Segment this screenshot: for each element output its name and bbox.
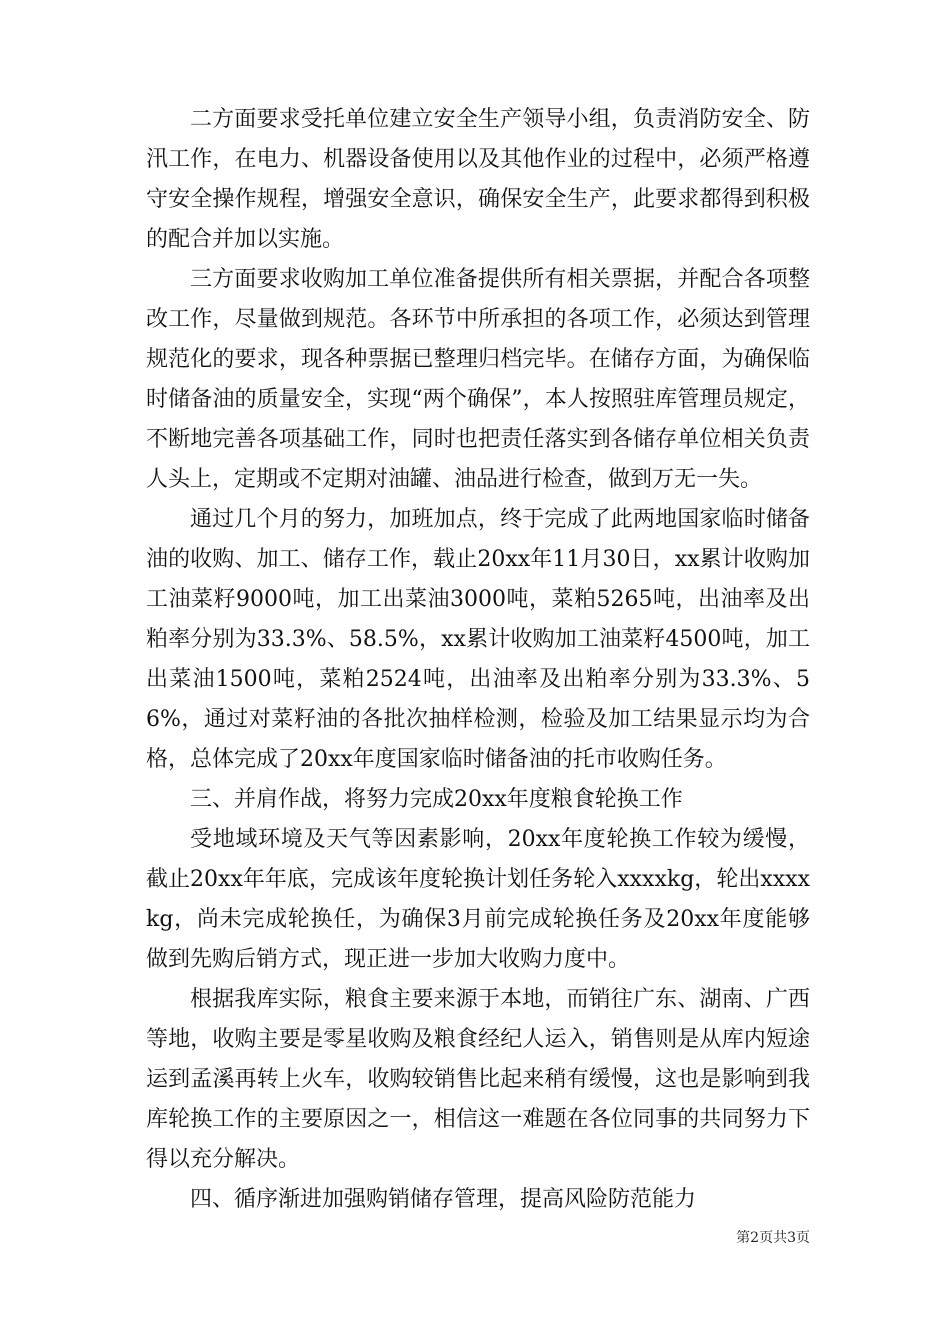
paragraph-rotation-progress: 受地域环境及天气等因素影响，20xx年度轮换工作较为缓慢，截止20xx年年底，完成该年度轮换计划任务轮入xxxxkg，轮出xxxxkg，尚未完成轮换任，为确保3月前完成轮换任务及20xx年度能够做到先购后销方式，现正进一步加大收购力度中。 [146, 827, 810, 972]
paragraph-purchase-results: 通过几个月的努力，加班加点，终于完成了此两地国家临时储备油的收购、加工、储存工作，载止20xx年11月30日，xx累计收购加工油菜籽9000吨，加工出菜油3000吨，菜粕5265吨，出油率及出粕率分别为33.3%、58.5%，xx累计收购加工油菜籽4500吨，加工出菜油1500吨，菜粕2524吨，出油率及出粕率分别为33.3%、56%，通过对菜籽油的各批次抽样检测，检验及加工结果显示均为合格，总体完成了20xx年度国家临时储备油的托市收购任务。 [146, 507, 810, 772]
paragraph-safety-requirements: 二方面要求受托单位建立安全生产领导小组，负责消防安全、防汛工作，在电力、机器设备使用以及其他作业的过程中，必须严格遵守安全操作规程，增强安全意识，确保安全生产，此要求都得到积极的配合并加以实施。 [146, 107, 810, 252]
paragraph-receipts-and-storage: 三方面要求收购加工单位准备提供所有相关票据，并配合各项整改工作，尽量做到规范。各环节中所承担的各项工作，必须达到管理规范化的要求，现各种票据已整理归档完毕。在储存方面，为确保临时储备油的质量安全，实现“两个确保”，本人按照驻库管理员规定，不断地完善各项基础工作，同时也把责任落实到各储存单位相关负责人头上，定期或不定期对油罐、油品进行检查，做到万无一失。 [146, 267, 810, 492]
section-heading-four: 四、循序渐进加强购销储存管理，提高风险防范能力 [190, 1187, 697, 1212]
page-number: 第2页共3页 [736, 1230, 810, 1246]
document-body [146, 100, 810, 1220]
section-heading-three: 三、并肩作战，将努力完成20xx年度粮食轮换工作 [190, 787, 683, 812]
paragraph-grain-sources: 根据我库实际，粮食主要来源于本地，而销往广东、湖南、广西等地，收购主要是零星收购及粮食经纪人运入，销售则是从库内短途运到孟溪再转上火车，收购较销售比起来稍有缓慢，这也是影响到我库轮换工作的主要原因之一，相信这一难题在各位同事的共同努力下得以充分解决。 [146, 987, 810, 1172]
